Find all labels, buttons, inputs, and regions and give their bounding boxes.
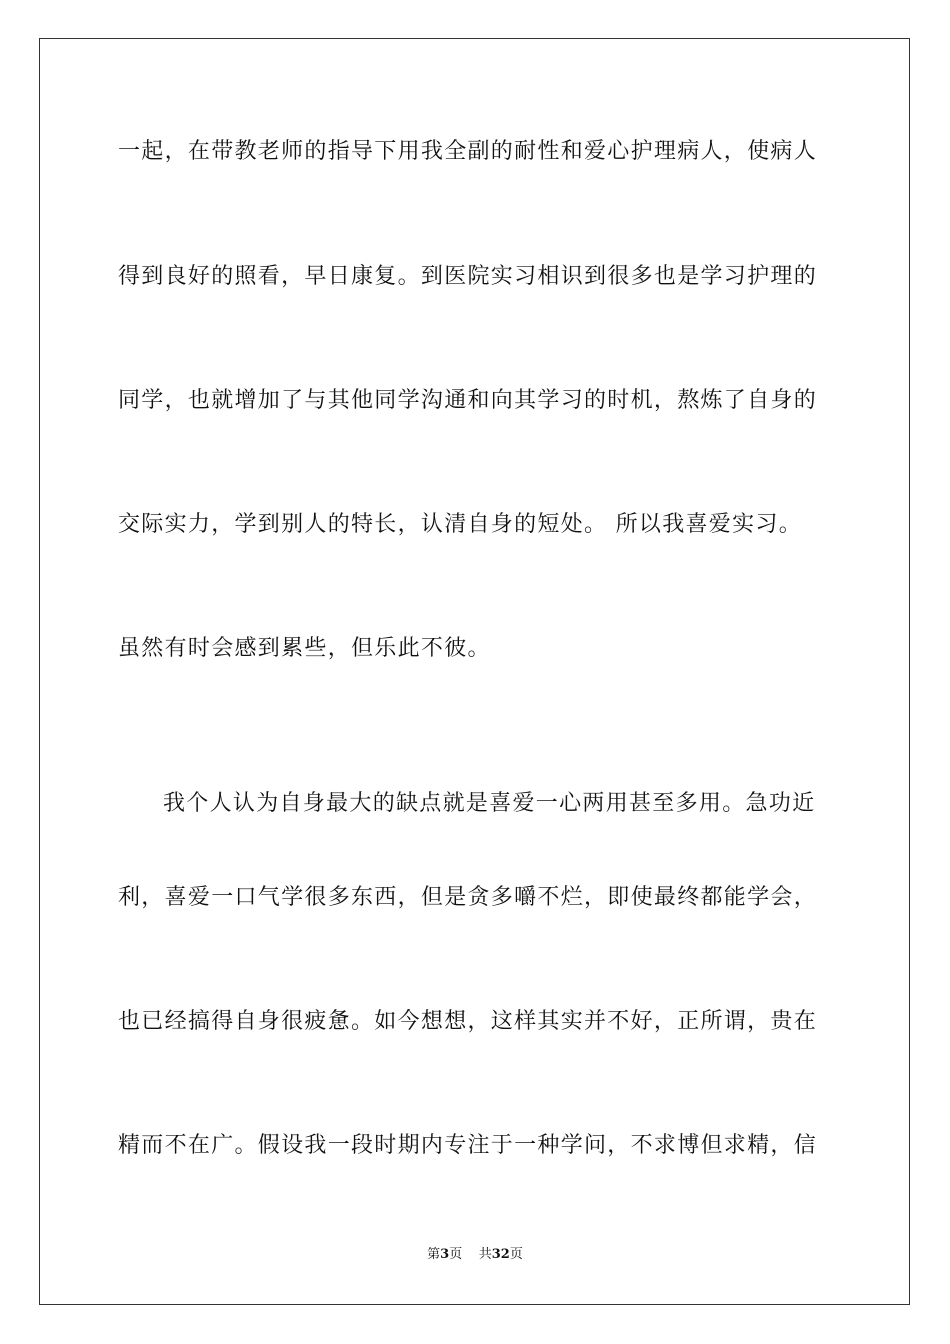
footer-page-suffix: 页 <box>449 1247 463 1262</box>
footer-prefix: 第 <box>427 1247 441 1262</box>
paragraph-line: 也已经搞得自身很疲惫。如今想想，这样其实并不好，正所谓，贵在 <box>118 1009 818 1034</box>
paragraph-line: 精而不在广。假设我一段时期内专注于一种学问，不求博但求精，信 <box>118 1133 818 1158</box>
paragraph-line: 利，喜爱一口气学很多东西，但是贪多嚼不烂，即使最终都能学会， <box>118 885 818 910</box>
page-frame <box>39 38 910 1305</box>
paragraph-line: 虽然有时会感到累些，但乐此不彼。 <box>118 636 491 661</box>
paragraph-line: 一起，在带教老师的指导下用我全副的耐性和爱心护理病人，使病人 <box>118 139 818 164</box>
paragraph-line: 得到良好的照看，早日康复。到医院实习相识到很多也是学习护理的 <box>118 264 818 289</box>
paragraph-line: 我个人认为自身最大的缺点就是喜爱一心两用甚至多用。急功近 <box>163 791 816 816</box>
footer-total-suffix: 页 <box>509 1247 523 1262</box>
total-pages-number: 32 <box>491 1247 510 1262</box>
paragraph-line: 交际实力，学到别人的特长，认清自身的短处。 所以我喜爱实习。 <box>118 512 802 537</box>
page-footer <box>0 1246 950 1264</box>
paragraph-line: 同学，也就增加了与其他同学沟通和向其学习的时机，熬炼了自身的 <box>118 388 818 413</box>
current-page-number: 3 <box>440 1247 450 1262</box>
footer-total-prefix: 共 <box>478 1247 492 1262</box>
